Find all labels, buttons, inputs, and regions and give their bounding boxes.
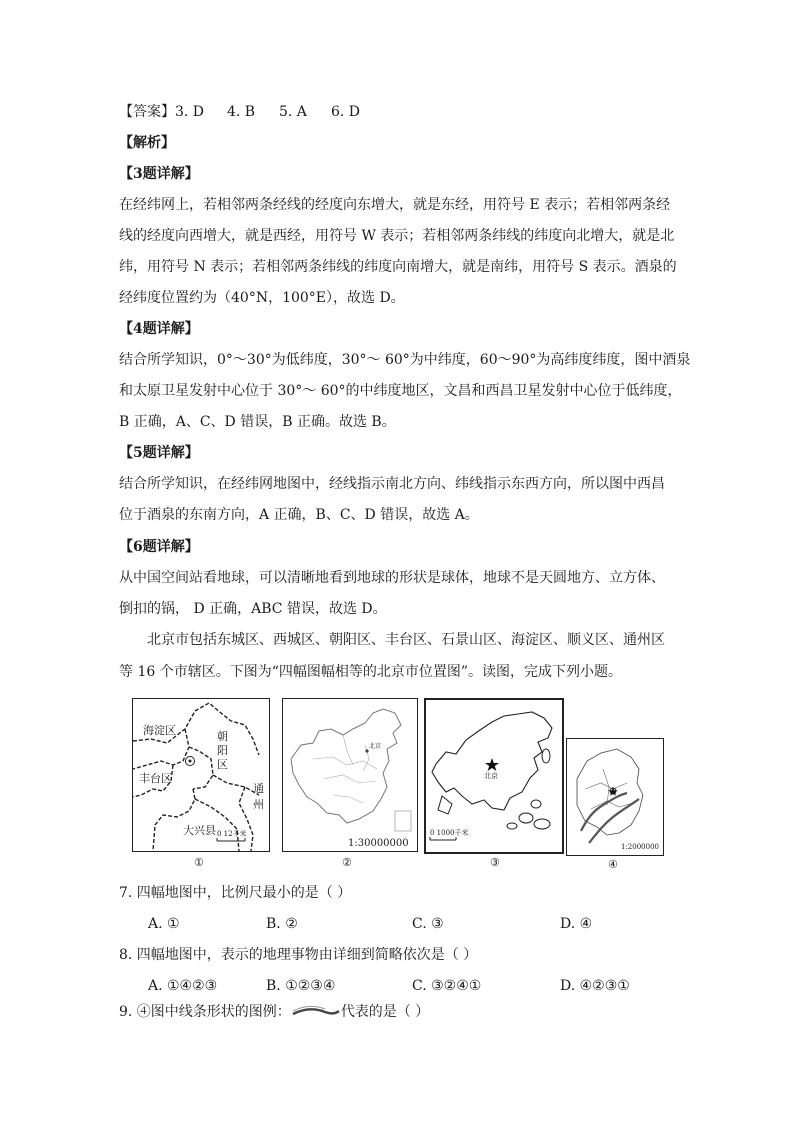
maps-figure (130, 696, 670, 876)
answer-item: 5. A (279, 104, 307, 120)
scale-bar-label: 0 1000千米 (430, 829, 469, 837)
intro-text-line: 等 16 个市辖区。下图为“四幅图幅相等的北京市位置图”。读图，完成下列小题。 (119, 664, 623, 680)
map-number: ③ (490, 856, 500, 869)
option-d[interactable]: D. ④ (560, 916, 593, 932)
intro-text-line: 北京市包括东城区、西城区、朝阳区、丰台区、石景山区、海淀区、顺义区、通州区 (147, 632, 665, 648)
line-legend-icon (291, 1005, 341, 1019)
q9-stem-after: 代表的是（ ） (340, 1004, 430, 1020)
label-daxing: 大兴县 (183, 824, 216, 837)
scale-ratio: 1:2000000 (621, 843, 659, 851)
map-number: ② (342, 856, 352, 869)
scale-bar-label: 0 12千米 (217, 830, 247, 838)
map-number: ① (194, 856, 204, 869)
q5-heading: 【5题详解】 (119, 445, 199, 461)
label-tongzhou: 州 (253, 798, 264, 811)
answer-item: 6. D (331, 104, 361, 120)
option-a[interactable]: A. ① (148, 916, 180, 932)
q5-text-line: 位于酒泉的东南方向，A 正确，B、C、D 错误，故选 A。 (119, 507, 479, 523)
option-a[interactable]: A. ①④②③ (148, 978, 218, 994)
option-d[interactable]: D. ④②③① (560, 978, 630, 994)
label-chaoyang: 朝 (217, 730, 228, 743)
q6-heading: 【6题详解】 (119, 539, 199, 555)
q3-text-line: 在经纬网上，若相邻两条经线的经度向东增大，就是东经，用符号 E 表示；若相邻两条经 (119, 197, 671, 213)
map-1-beijing-districts (132, 698, 270, 852)
option-c[interactable]: C. ③②④① (412, 978, 482, 994)
map-4-beijing-region (566, 738, 664, 856)
map-3-eurasia (424, 698, 564, 854)
q3-text-line: 线的经度向西增大，就是西经，用符号 W 表示；若相邻两条纬线的纬度向北增大，就是北 (119, 228, 675, 244)
answer-item: 4. B (227, 104, 256, 120)
region-outline (567, 739, 663, 855)
q6-text-line: 倒扣的锅， D 正确，ABC 错误，故选 D。 (119, 601, 387, 617)
q5-text-line: 结合所学知识，在经纬网地图中，经线指示南北方向、纬线指示东西方向，所以图中西昌 (119, 476, 665, 492)
answer-line (119, 102, 360, 122)
q3-text-line: 纬，用符号 N 表示；若相邻两条纬线的纬度向南增大，就是南纬，用符号 S 表示。酒泉的 (119, 259, 677, 275)
label-haidian: 海淀区 (143, 724, 176, 737)
label-chaoyang: 区 (217, 758, 228, 771)
label-beijing: 北京 (369, 743, 382, 750)
option-b[interactable]: B. ② (266, 916, 298, 932)
q4-text-line: B 正确，A、C、D 错误，B 正确。故选 B。 (119, 414, 396, 430)
answer-label: 【答案】 (119, 104, 175, 120)
q4-heading: 【4题详解】 (119, 321, 199, 337)
map-number: ④ (608, 858, 618, 871)
answer-item: 3. D (175, 104, 205, 120)
option-c[interactable]: C. ③ (412, 916, 444, 932)
q8-stem: 8. 四幅地图中，表示的地理事物由详细到简略依次是（ ） (119, 947, 478, 963)
label-beijing: 北京 (484, 772, 498, 780)
q9-stem-before: 9. ④图中线条形状的图例： (119, 1004, 291, 1020)
q7-stem: 7. 四幅地图中，比例尺最小的是（ ） (119, 885, 352, 901)
q3-heading: 【3题详解】 (119, 166, 199, 182)
option-b[interactable]: B. ①②③④ (266, 978, 336, 994)
q4-text-line: 和太原卫星发射中心位于 30°～ 60°的中纬度地区，文昌和西昌卫星发射中心位于低纬度， (119, 383, 682, 399)
q3-text-line: 经纬度位置约为（40°N，100°E），故选 D。 (119, 290, 405, 306)
q4-text-line: 结合所学知识，0°～30°为低纬度，30°～ 60°为中纬度，60～90°为高纬度纬度，图中酒泉 (119, 352, 691, 368)
q6-text-line: 从中国空间站看地球，可以清晰地看到地球的形状是球体，地球不是天圆地方、立方体、 (119, 570, 665, 586)
label-tongzhou: 通 (253, 782, 264, 795)
label-fengtai: 丰台区 (139, 772, 172, 785)
map-2-china (282, 698, 418, 852)
scale-ratio: 1:30000000 (348, 838, 409, 849)
label-chaoyang: 阳 (217, 744, 228, 757)
analysis-heading: 【解析】 (119, 135, 175, 151)
q9-stem (119, 1002, 429, 1022)
china-outline (283, 699, 417, 851)
